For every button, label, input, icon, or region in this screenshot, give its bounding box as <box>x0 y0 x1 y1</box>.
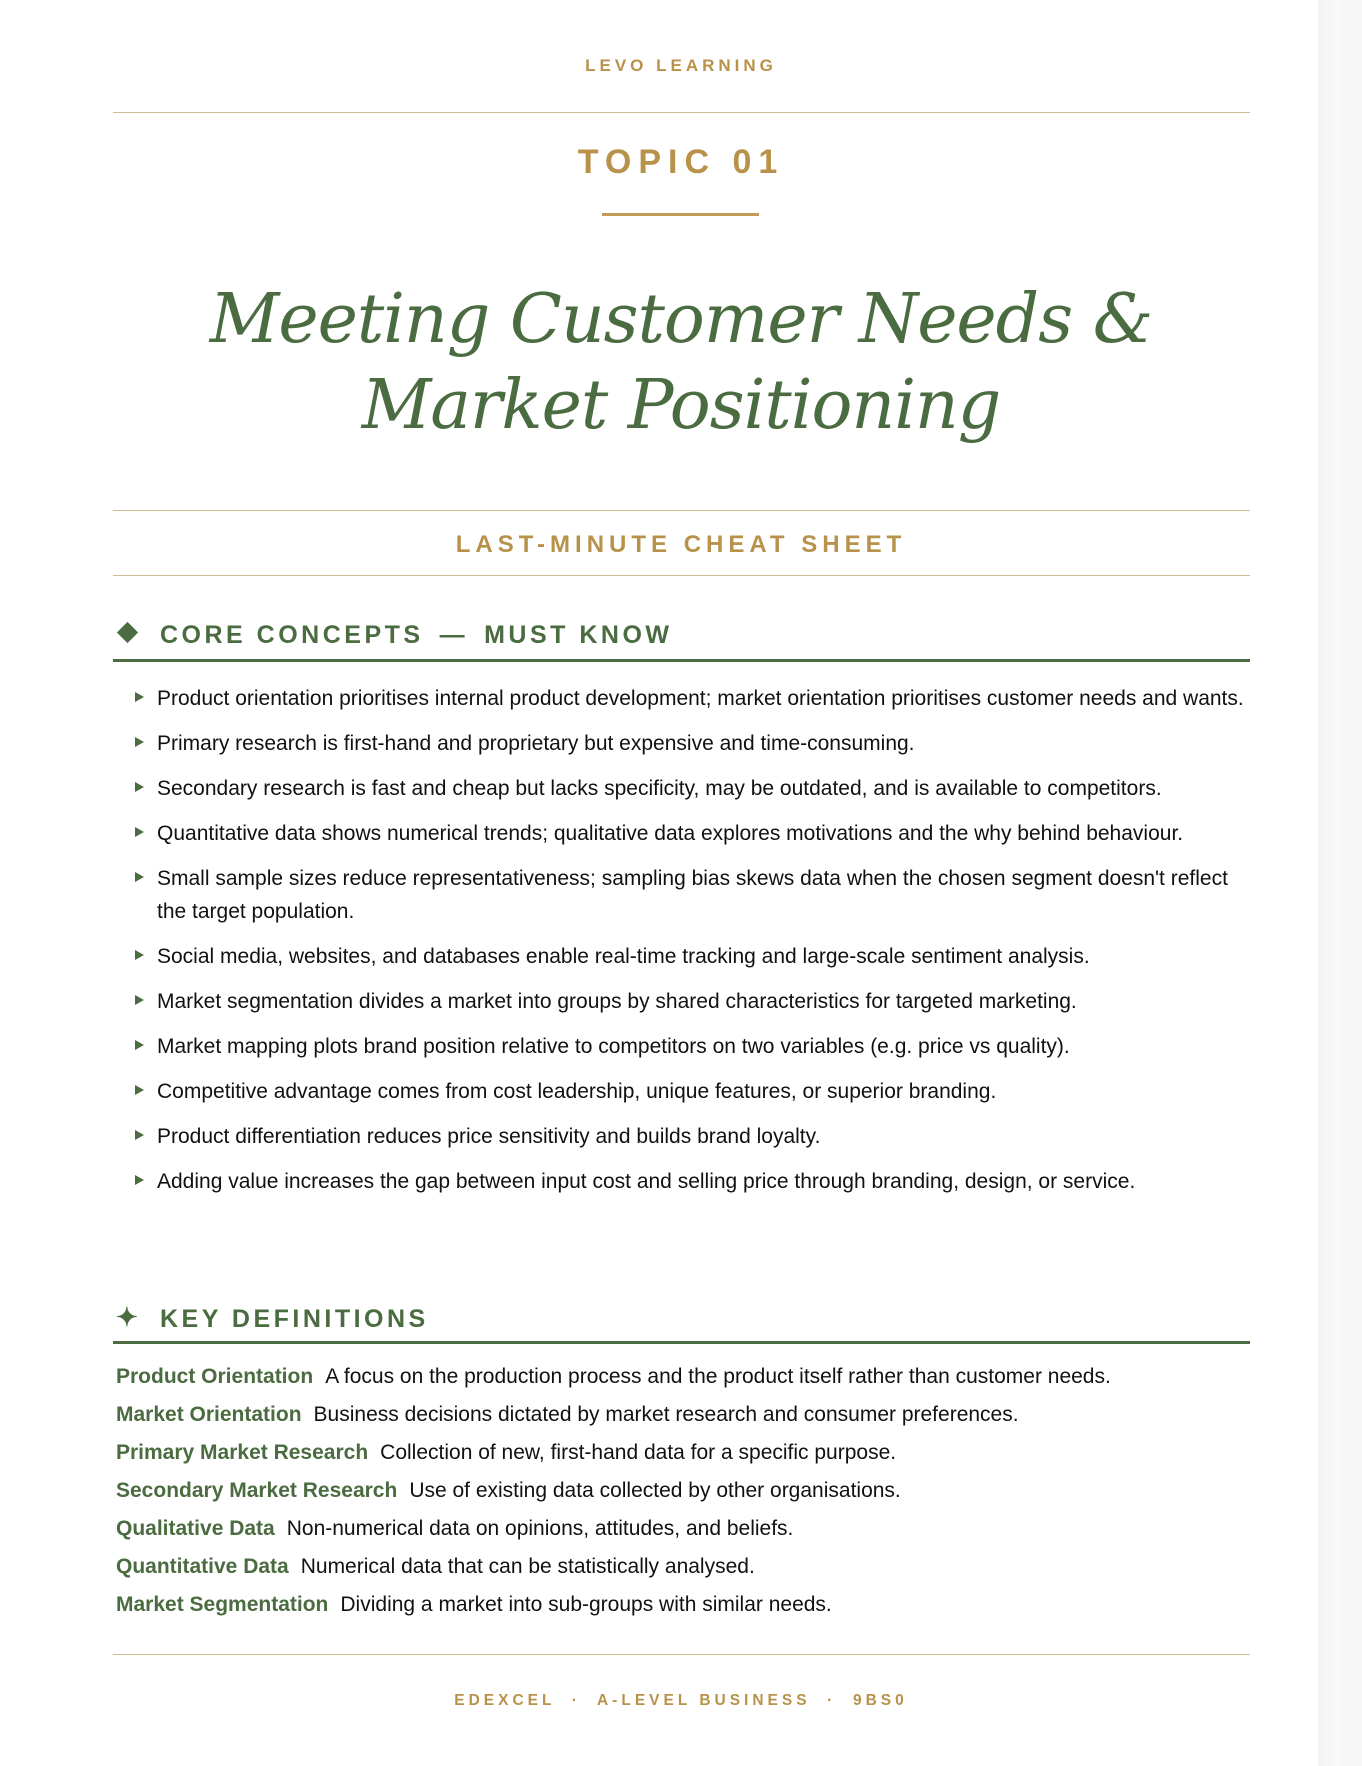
concept-text: Market mapping plots brand position relative to competitors on two variables (e.g. price vs quality). <box>157 1035 1070 1058</box>
page-subtitle: LAST-MINUTE CHEAT SHEET <box>455 531 907 558</box>
concept-list-item <box>134 727 1254 760</box>
page-edge-shadow <box>1318 0 1340 1766</box>
concept-list-item <box>134 1120 1254 1153</box>
definition-term: Quantitative Data <box>116 1555 289 1578</box>
concept-list-item <box>134 772 1254 805</box>
concept-list-item <box>134 682 1254 715</box>
triangle-bullet-icon <box>135 1085 144 1095</box>
triangle-bullet-icon <box>135 995 144 1005</box>
key-definitions-title: KEY DEFINITIONS <box>160 1305 429 1333</box>
concept-text: Market segmentation divides a market into groups by shared characteristics for targeted marketing. <box>157 990 1077 1013</box>
core-concepts-title: CORE CONCEPTS <box>160 621 424 649</box>
concept-text: Social media, websites, and databases enable real-time tracking and large-scale sentiment analysis. <box>157 945 1090 968</box>
core-concepts-suffix: MUST KNOW <box>484 621 673 649</box>
definition-term: Primary Market Research <box>116 1441 369 1464</box>
definition-row <box>116 1358 1256 1396</box>
subtitle-top-divider <box>113 510 1250 511</box>
concept-text: Primary research is first-hand and proprietary but expensive and time-consuming. <box>157 732 915 755</box>
definition-term: Qualitative Data <box>116 1517 275 1540</box>
diamond-icon <box>116 621 144 650</box>
concept-text: Small sample sizes reduce representativeness; sampling bias skews data when the chosen segment doesn't reflect the target population. <box>157 867 1228 923</box>
sparkle-icon: ✦ <box>116 1302 138 1332</box>
definition-text: Non-numerical data on opinions, attitudes, and beliefs. <box>286 1517 794 1540</box>
triangle-bullet-icon <box>135 782 144 792</box>
triangle-bullet-icon <box>135 827 144 837</box>
topic-label: TOPIC 01 <box>577 143 785 181</box>
definition-term: Secondary Market Research <box>116 1479 398 1502</box>
triangle-bullet-icon <box>135 1040 144 1050</box>
definition-text: Collection of new, first-hand data for a specific purpose. <box>380 1441 897 1464</box>
triangle-bullet-icon <box>135 1130 144 1140</box>
footer-divider <box>113 1654 1250 1655</box>
concept-text: Competitive advantage comes from cost leadership, unique features, or superior branding. <box>157 1080 997 1103</box>
concept-list-item <box>134 817 1254 850</box>
definition-row <box>116 1434 1256 1472</box>
definition-row <box>116 1510 1256 1548</box>
definition-term: Market Segmentation <box>116 1593 329 1616</box>
definition-text: Numerical data that can be statistically analysed. <box>300 1555 755 1578</box>
page-title: Meeting Customer Needs & Market Positioning <box>209 280 1153 445</box>
triangle-bullet-icon <box>135 872 144 882</box>
core-concepts-list <box>134 682 1254 1210</box>
concept-list-item <box>134 940 1254 973</box>
key-definitions-divider <box>113 1341 1250 1344</box>
definition-term: Market Orientation <box>116 1403 302 1426</box>
heading-separator: — <box>439 621 469 649</box>
key-definitions-list <box>116 1358 1256 1624</box>
core-concepts-divider <box>113 659 1250 662</box>
triangle-bullet-icon <box>135 692 144 702</box>
key-definitions-heading <box>116 1303 429 1334</box>
definition-row <box>116 1396 1256 1434</box>
header-divider <box>113 112 1250 113</box>
definition-text: A focus on the production process and the product itself rather than customer needs. <box>325 1365 1111 1388</box>
definition-text: Dividing a market into sub-groups with similar needs. <box>340 1593 832 1616</box>
definition-text: Use of existing data collected by other organisations. <box>409 1479 901 1502</box>
concept-text: Adding value increases the gap between input cost and selling price through branding, design, or service. <box>157 1170 1136 1193</box>
concept-text: Product orientation prioritises internal product development; market orientation prioritises customer needs and wants. <box>157 687 1244 710</box>
triangle-bullet-icon <box>135 1175 144 1185</box>
concept-list-item <box>134 862 1254 928</box>
definition-row <box>116 1472 1256 1510</box>
concept-text: Quantitative data shows numerical trends; qualitative data explores motivations and the why behind behaviour. <box>157 822 1184 845</box>
footer-text: EDEXCEL · A-LEVEL BUSINESS · 9BS0 <box>454 1692 908 1709</box>
concept-text: Secondary research is fast and cheap but lacks specificity, may be outdated, and is available to competitors. <box>157 777 1162 800</box>
definition-row <box>116 1548 1256 1586</box>
definition-text: Business decisions dictated by market research and consumer preferences. <box>313 1403 1019 1426</box>
definition-term: Product Orientation <box>116 1365 314 1388</box>
core-concepts-heading <box>116 621 673 650</box>
brand-name: LEVO LEARNING <box>585 56 777 75</box>
concept-list-item <box>134 1075 1254 1108</box>
topic-underline <box>602 213 759 216</box>
subtitle-bottom-divider <box>113 575 1250 576</box>
concept-list-item <box>134 1165 1254 1198</box>
concept-list-item <box>134 985 1254 1018</box>
concept-list-item <box>134 1030 1254 1063</box>
triangle-bullet-icon <box>135 950 144 960</box>
triangle-bullet-icon <box>135 737 144 747</box>
definition-row <box>116 1586 1256 1624</box>
concept-text: Product differentiation reduces price sensitivity and builds brand loyalty. <box>157 1125 821 1148</box>
